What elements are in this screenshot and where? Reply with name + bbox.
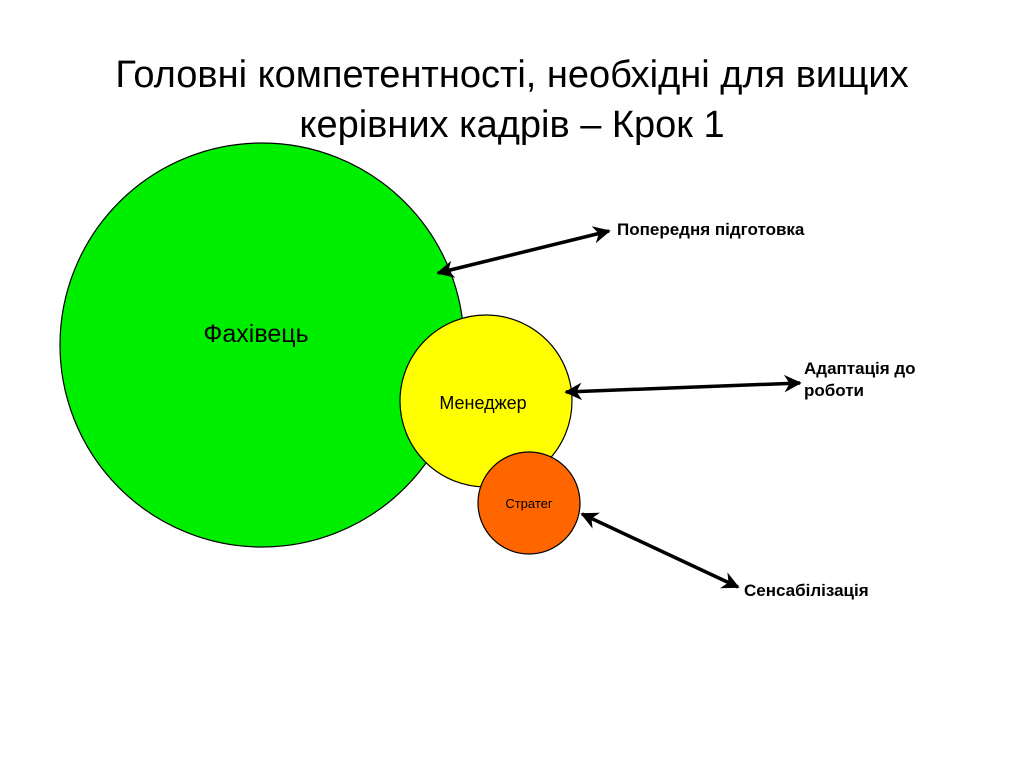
adaptation-arrow: [566, 383, 800, 392]
strategist-label: Стратег: [505, 496, 553, 511]
sensibilization-label: Сенсабілізація: [744, 581, 869, 600]
manager-label: Менеджер: [439, 393, 527, 413]
sensibilization-arrow: [582, 514, 738, 587]
adaptation-label: [804, 358, 916, 402]
adaptation-label-line-1: Адаптація до: [804, 359, 916, 378]
adaptation-label-line-2: роботи: [804, 381, 865, 400]
specialist-label: Фахівець: [203, 320, 309, 348]
slide-title-line-1: Головні компетентності, необхідні для вищих: [115, 54, 909, 96]
slide-title-line-2: керівних кадрів – Крок 1: [299, 104, 725, 146]
preparation-label: Попередня підготовка: [617, 220, 805, 239]
preparation-arrow: [438, 231, 609, 273]
